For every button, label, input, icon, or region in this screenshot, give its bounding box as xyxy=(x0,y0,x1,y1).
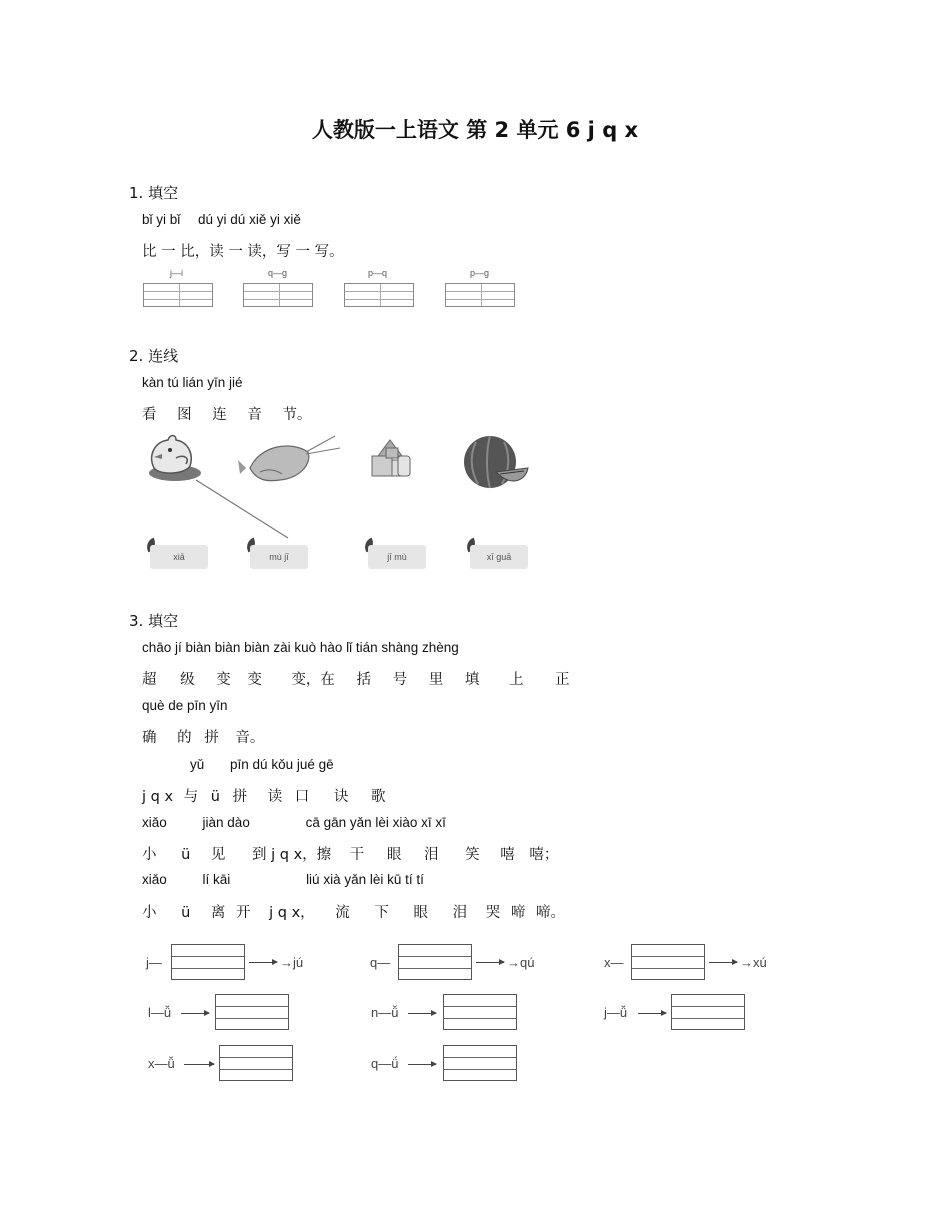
q3-pinyin-5 xyxy=(142,872,424,887)
writing-box[interactable] xyxy=(631,944,705,980)
q1-heading: 1. 填空 xyxy=(129,184,179,202)
hanzi: 嘻； xyxy=(529,847,559,863)
pair-label: p—q xyxy=(368,268,388,278)
hanzi: 笑 xyxy=(465,847,480,863)
writing-box[interactable] xyxy=(398,944,472,980)
q3-pinyin-2: què de pīn yīn xyxy=(142,698,228,713)
consonant-label: q— xyxy=(370,955,391,970)
consonant-label: j—ǚ xyxy=(604,1005,628,1020)
pinyin-tag[interactable]: mù jī xyxy=(250,545,308,569)
hanzi: 开 xyxy=(236,905,251,921)
writing-box[interactable] xyxy=(443,994,517,1030)
writing-grid[interactable] xyxy=(243,283,313,307)
hanzi: 见 xyxy=(210,847,226,863)
q2-heading: 2. 连线 xyxy=(129,347,179,365)
hanzi: 变 xyxy=(247,672,262,688)
hanzi: 里 xyxy=(428,672,444,688)
pair-label: j—i xyxy=(170,268,183,278)
q3-hanzi-5 xyxy=(142,901,565,922)
hanzi: 音 xyxy=(247,407,262,423)
pinyin: yǔ xyxy=(190,757,205,772)
hanzi: 小 xyxy=(142,847,157,863)
writing-box[interactable] xyxy=(215,994,289,1030)
hanzi: j q x xyxy=(142,789,174,805)
hanzi: 变 xyxy=(216,672,231,688)
arrow-icon xyxy=(181,1013,209,1014)
hanzi: 口 xyxy=(294,789,310,805)
consonant-label: n—ǚ xyxy=(371,1005,399,1020)
hanzi: 图 xyxy=(177,407,192,423)
hanzi: 干 xyxy=(349,847,365,863)
consonant-label: l—ǚ xyxy=(148,1005,172,1020)
hanzi: 超 xyxy=(142,672,157,688)
q3-hanzi-4 xyxy=(142,843,558,864)
pinyin: xiǎo xyxy=(142,815,167,830)
hanzi: 拼 xyxy=(204,730,219,746)
writing-box[interactable] xyxy=(171,944,245,980)
arrow-icon xyxy=(408,1013,436,1014)
hanzi: 看 xyxy=(142,407,157,423)
pinyin-tag[interactable]: jī mù xyxy=(368,545,426,569)
arrow-icon xyxy=(184,1064,214,1065)
hanzi: 的 xyxy=(177,730,192,746)
hanzi: 歌 xyxy=(371,789,386,805)
q3-pinyin-1: chāo jí biàn biàn biàn zài kuò hào lǐ tián shàng zhèng xyxy=(142,640,459,655)
writing-grid[interactable] xyxy=(143,283,213,307)
q3-heading: 3. 填空 xyxy=(129,612,179,630)
arrow-icon xyxy=(408,1064,436,1065)
q3-pinyin-3 xyxy=(190,757,334,772)
hanzi: 拼 xyxy=(232,789,248,805)
arrow-icon xyxy=(249,962,277,963)
hanzi: 离 xyxy=(210,905,226,921)
pair-label: p—g xyxy=(470,268,490,278)
consonant-label: j— xyxy=(146,955,162,970)
q1-pinyin-1: bǐ yi bǐ xyxy=(142,212,181,227)
watermelon-icon[interactable] xyxy=(464,436,528,488)
result-label: →qú xyxy=(507,955,535,970)
q2-hanzi-line xyxy=(142,403,311,424)
q1-hanzi-line: 比 一 比，读 一 读，写 一 写。 xyxy=(142,244,344,260)
hanzi: 泪 xyxy=(452,905,468,921)
hanzi: 正 xyxy=(555,672,570,688)
hanzi: 上 xyxy=(508,672,524,688)
hanzi: 泪 xyxy=(424,847,439,863)
hanzi: 哭 xyxy=(485,905,501,921)
hanzi: 括 xyxy=(356,672,372,688)
hanzi: ü xyxy=(181,847,191,863)
consonant-label: x—ǚ xyxy=(148,1056,175,1071)
writing-grid[interactable] xyxy=(344,283,414,307)
pinyin: lí kāi xyxy=(202,872,231,887)
shrimp-icon[interactable] xyxy=(238,436,340,481)
hanzi: 流 xyxy=(335,905,350,921)
hanzi: 到 j q x，擦 xyxy=(252,847,332,863)
q3-hanzi-1 xyxy=(142,668,570,689)
hanzi: 填 xyxy=(464,672,480,688)
blocks-icon[interactable] xyxy=(372,440,410,476)
connecting-line xyxy=(196,480,288,538)
hanzi: 节。 xyxy=(282,407,312,423)
q1-pinyin-line xyxy=(142,212,301,227)
q2-pinyin: kàn tú lián yīn jié xyxy=(142,375,243,390)
hanzi: 确 xyxy=(142,730,157,746)
hanzi: 音。 xyxy=(235,730,265,746)
arrow-icon xyxy=(476,962,504,963)
hanzi: 连 xyxy=(212,407,227,423)
writing-box[interactable] xyxy=(443,1045,517,1081)
pinyin-tag[interactable]: xiā xyxy=(150,545,208,569)
arrow-icon xyxy=(638,1013,666,1014)
pinyin: liú xià yǎn lèi kū tí tí xyxy=(306,872,424,887)
result-label: →jú xyxy=(280,955,304,970)
q3-hanzi-2 xyxy=(142,726,264,747)
hanzi: 眼 xyxy=(386,847,402,863)
hanzi: 啼。 xyxy=(535,905,565,921)
hanzi: 读 xyxy=(267,789,283,805)
q1-pinyin-2: dú yi dú xiě yi xiě xyxy=(198,212,301,227)
hanzi: 下 xyxy=(374,905,389,921)
result-label: →xú xyxy=(740,955,767,970)
hanzi: j q x， xyxy=(269,905,315,921)
hanzi: 小 xyxy=(142,905,157,921)
page-title: 人教版一上语文 第 2 单元 6 j q x xyxy=(311,118,639,142)
hanzi: 号 xyxy=(392,672,408,688)
pinyin: jiàn dào xyxy=(202,815,250,830)
q3-pinyin-4 xyxy=(142,815,446,830)
pinyin: pīn dú kǒu jué gē xyxy=(230,757,334,772)
pair-label: q—g xyxy=(268,268,288,278)
arrow-icon xyxy=(709,962,737,963)
hanzi: 变，在 xyxy=(291,672,335,688)
pinyin: cā gān yǎn lèi xiào xī xī xyxy=(305,815,446,830)
hanzi: 嘻 xyxy=(500,847,515,863)
consonant-label: q—ǘ xyxy=(371,1056,399,1071)
pinyin: xiǎo xyxy=(142,872,167,887)
hanzi: ü xyxy=(210,789,220,805)
hanzi: 诀 xyxy=(333,789,349,805)
hanzi: 眼 xyxy=(413,905,429,921)
pinyin-tag[interactable]: xī guā xyxy=(470,545,528,569)
hanzi: 级 xyxy=(180,672,195,688)
q3-hanzi-3 xyxy=(142,785,386,806)
writing-box[interactable] xyxy=(219,1045,293,1081)
consonant-label: x— xyxy=(604,955,624,970)
writing-grid[interactable] xyxy=(445,283,515,307)
hanzi: 啼 xyxy=(510,905,526,921)
writing-box[interactable] xyxy=(671,994,745,1030)
hanzi: ü xyxy=(181,905,191,921)
hanzi: 与 xyxy=(183,789,199,805)
chick-icon[interactable] xyxy=(149,436,201,482)
